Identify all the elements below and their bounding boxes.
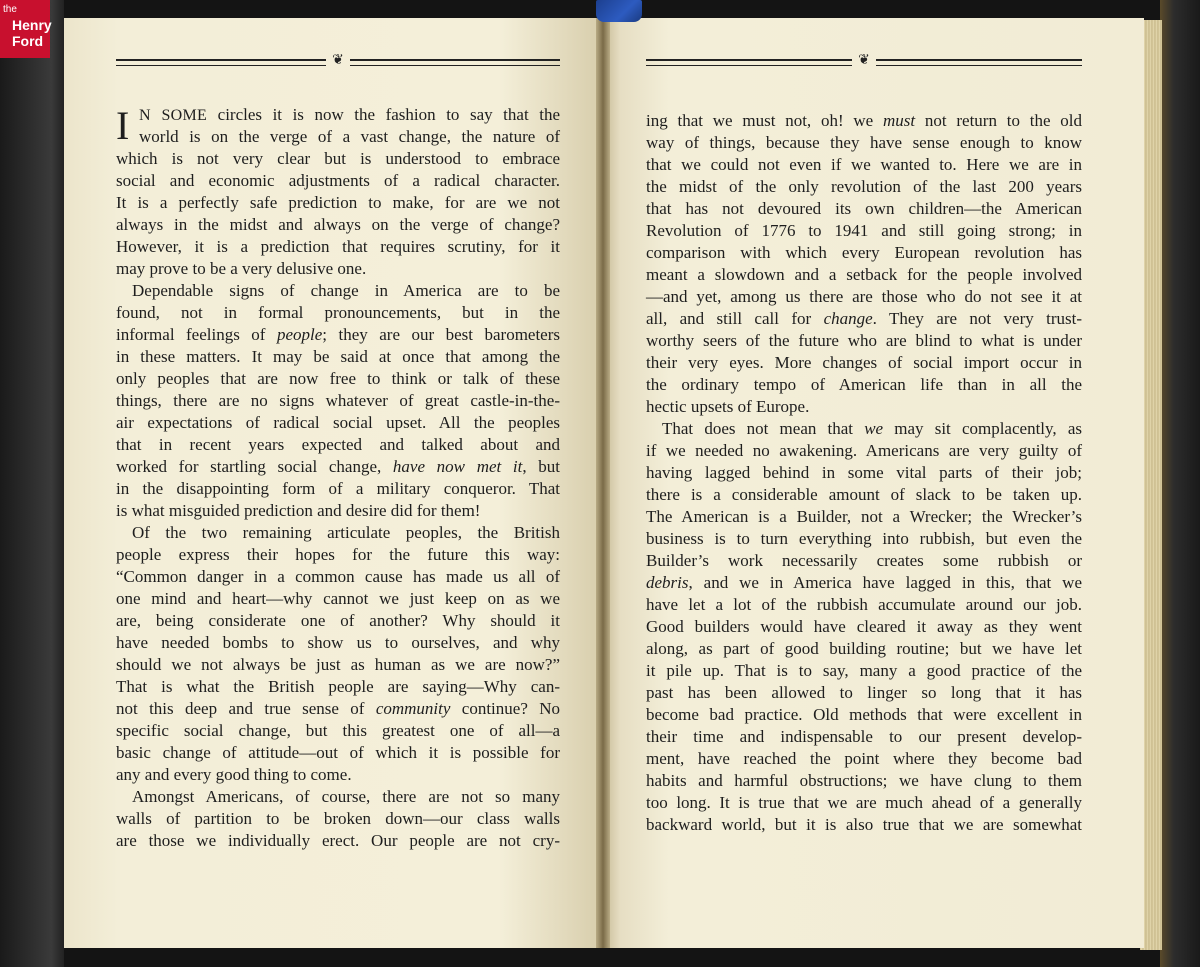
text-line: past has been allowed to linger so long that it has	[646, 683, 1082, 702]
text-line: have let a lot of the rubbish accumulate around our job.	[646, 595, 1082, 614]
book-gutter	[596, 18, 610, 948]
text-line: business is to turn everything into rubbish, but even the	[646, 529, 1082, 548]
text-line: social and economic adjustments of a radical character.	[116, 171, 560, 190]
book-binding-left	[0, 0, 64, 967]
text-line: too long. It is true that we are much ahead of a generally	[646, 793, 1082, 812]
text-line: their time and indispensable to our present develop-	[646, 727, 1082, 746]
text-line: in these matters. It may be said at once that among the	[116, 347, 560, 366]
text-line: are, being considerate one of another? Why should it	[116, 611, 560, 630]
text-line: way of things, because they have sense enough to know	[646, 133, 1082, 152]
text-line: basic change of attitude—out of which it is possible for	[116, 743, 560, 762]
text-line: hectic upsets of Europe.	[646, 397, 810, 416]
text-line: not this deep and true sense of community continue? No	[116, 699, 560, 718]
text-line: specific social change, but this greatest one of all—a	[116, 721, 560, 740]
text-line: air expectations of radical social upset. All the peoples	[116, 413, 560, 432]
text-line: become bad practice. Old methods that were excellent in	[646, 705, 1082, 724]
text-line: Revolution of 1776 to 1941 and still going strong; in	[646, 221, 1082, 240]
text-line: However, it is a prediction that requires scrutiny, for it	[116, 237, 560, 256]
text-line: is what misguided prediction and desire did for them!	[116, 501, 481, 520]
text-line: ment, have reached the point where they become bad	[646, 749, 1082, 768]
opening-paragraph	[116, 104, 560, 148]
text-line: in the disappointing form of a military conqueror. That	[116, 479, 560, 498]
henry-ford-logo	[0, 0, 50, 58]
text-line: Good builders would have cleared it away as they went	[646, 617, 1082, 636]
text-line: worked for startling social change, have now met it, but	[116, 457, 561, 476]
text-line: It is a perfectly safe prediction to make, for are we not	[116, 193, 560, 212]
logo-the: the	[3, 4, 17, 15]
fleuron-icon: ❦	[332, 53, 344, 68]
text-line: that has not devoured its own children—the American	[646, 199, 1082, 218]
text-line: Builder’s work necessarily creates some rubbish or	[646, 551, 1082, 570]
text-line: that in recent years expected and talked about and	[116, 435, 560, 454]
text-line: always in the midst and always on the verge of change?	[116, 215, 560, 234]
text-line: meant a slowdown and a setback for the people involved	[646, 265, 1082, 284]
ornament-rule	[646, 59, 852, 66]
right-header-ornament	[646, 53, 1082, 70]
text-line: worthy seers of the future who are blind to what is under	[646, 331, 1082, 350]
logo-henry: Henry	[12, 17, 52, 33]
text-line: walls of partition to be broken down—our class walls	[116, 809, 560, 828]
ribbon-bookmark	[596, 0, 642, 22]
text-line: habits and harmful obstructions; we have clung to them	[646, 771, 1082, 790]
text-line: have needed bombs to show us to ourselves, and why	[116, 633, 560, 652]
text-line: people express their hopes for the future this way:	[116, 545, 560, 564]
text-line: only peoples that are now free to think or talk of these	[116, 369, 560, 388]
fleuron-icon: ❦	[858, 53, 870, 68]
text-line: should we not always be just as human as we are now?”	[116, 655, 560, 674]
left-page-text	[116, 104, 560, 852]
text-line: Dependable signs of change in America are to be	[132, 281, 560, 300]
drop-cap: I	[116, 103, 130, 148]
text-line: informal feelings of people; they are our best barometers	[116, 325, 561, 344]
text-line: Amongst Americans, of course, there are not so many	[132, 787, 560, 806]
text-line: The American is a Builder, not a Wrecker; the Wrecker’s	[646, 507, 1082, 526]
text-line: may prove to be a very delusive one.	[116, 259, 367, 278]
left-header-ornament	[116, 53, 560, 70]
text-line: their very eyes. More changes of social import occur in	[646, 353, 1082, 372]
text-line: the midst of the only revolution of the last 200 years	[646, 177, 1082, 196]
text-line: —and yet, among us there are those who do not see it at	[646, 287, 1082, 306]
logo-ford: Ford	[12, 33, 44, 49]
text-line: if we needed no awakening. Americans are very guilty of	[646, 441, 1082, 460]
text-line: the ordinary tempo of American life than in all the	[646, 375, 1082, 394]
text-line: comparison with which every European revolution has	[646, 243, 1082, 262]
text-line: world is on the verge of a vast change, the nature of	[139, 127, 560, 146]
ornament-rule	[350, 59, 560, 66]
text-line: which is not very clear but is understood to embrace	[116, 149, 560, 168]
text-line: are those we individually erect. Our people are not cry-	[116, 831, 560, 850]
text-line: things, there are no signs whatever of great castle-in-the-	[116, 391, 560, 410]
ornament-rule	[876, 59, 1082, 66]
text-line: it pile up. That is to say, many a good practice of the	[646, 661, 1082, 680]
text-line: “Common danger in a common cause has made us all of	[116, 567, 560, 586]
text-line: any and every good thing to come.	[116, 765, 352, 784]
text-line: debris, and we in America have lagged in this, that we	[646, 573, 1082, 592]
text-line: That is what the British people are saying—Why can-	[116, 677, 560, 696]
book-binding-right	[1160, 0, 1200, 967]
text-line: ing that we must not, oh! we must not return to the old	[646, 111, 1083, 130]
ornament-rule	[116, 59, 326, 66]
text-line: having lagged behind in some vital parts of their job;	[646, 463, 1082, 482]
text-line: That does not mean that we may sit complacently, as	[662, 419, 1082, 438]
text-line: one mind and heart—why cannot we just keep on as we	[116, 589, 560, 608]
text-line: there is a considerable amount of slack to be taken up.	[646, 485, 1082, 504]
text-line: all, and still call for change. They are not very trust-	[646, 309, 1082, 328]
text-line: Of the two remaining articulate peoples, the British	[132, 523, 560, 542]
right-page-text	[646, 110, 1082, 836]
text-line: N SOME circles it is now the fashion to say that the	[139, 105, 560, 124]
text-line: found, not in formal pronouncements, but in the	[116, 303, 560, 322]
text-line: that we could not even if we wanted to. Here we are in	[646, 155, 1082, 174]
text-line: backward world, but it is also true that we are somewhat	[646, 815, 1082, 834]
text-line: along, as part of good building routine; but we have let	[646, 639, 1082, 658]
